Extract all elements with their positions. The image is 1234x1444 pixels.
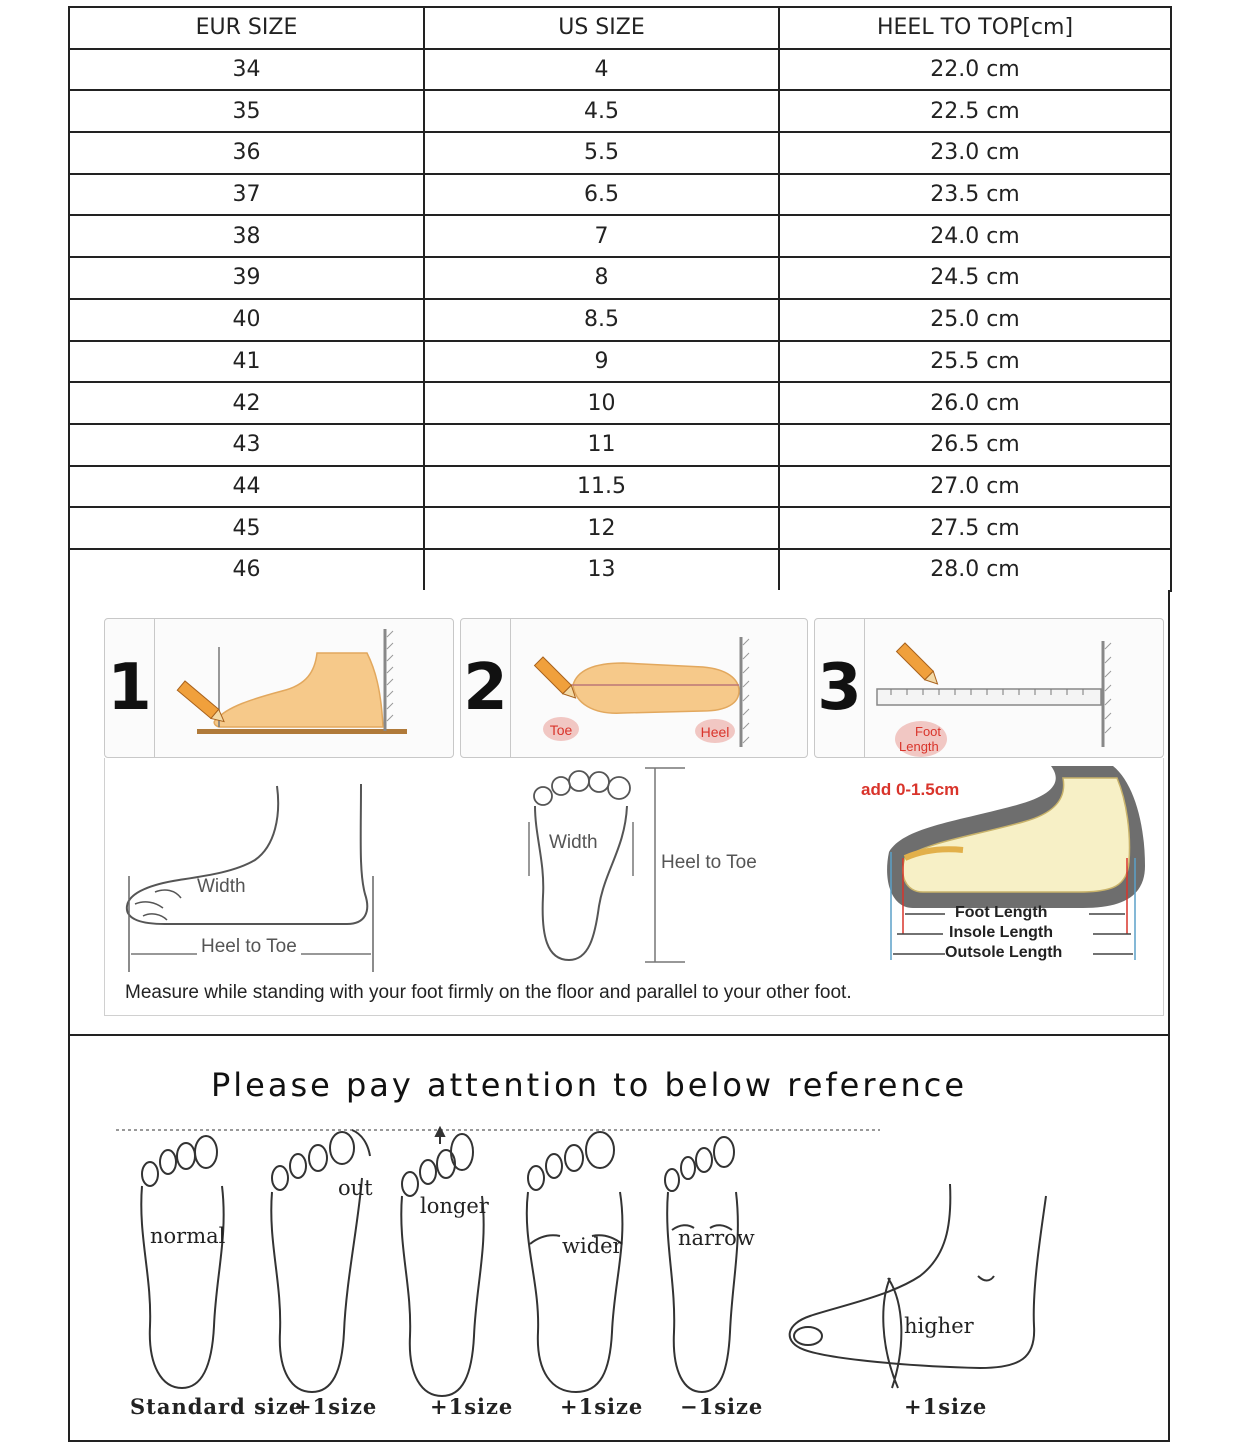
measurement-instruction: Measure while standing with your foot firmly on the floor and parallel to your other foot.: [125, 982, 852, 1003]
foot-normal-label: normal: [150, 1224, 226, 1248]
step-3-panel: [814, 618, 1164, 758]
out-size-label: +1size: [294, 1394, 378, 1419]
table-row: [69, 507, 1171, 549]
us-size-cell: 10: [424, 382, 779, 424]
narrow-size-label: −1size: [680, 1394, 764, 1419]
step-number: 3: [815, 619, 865, 757]
eur-size-cell: 44: [69, 466, 424, 508]
fit-reference-section: [68, 1034, 1170, 1442]
us-size-cell: 12: [424, 507, 779, 549]
us-size-cell: 4: [424, 49, 779, 91]
heel-to-top-cell: 23.5 cm: [779, 174, 1171, 216]
heel-to-top-cell: 24.5 cm: [779, 257, 1171, 299]
foot-higher-label: higher: [904, 1314, 974, 1338]
table-row: [69, 382, 1171, 424]
heel-to-top-cell: 28.0 cm: [779, 549, 1171, 591]
us-size-cell: 9: [424, 341, 779, 383]
eur-size-cell: 37: [69, 174, 424, 216]
header-us-size: US SIZE: [424, 7, 779, 49]
heel-to-top-cell: 27.0 cm: [779, 466, 1171, 508]
top-width-label: Width: [549, 832, 598, 853]
foot-length-label-line2: Length: [899, 739, 939, 754]
eur-size-cell: 38: [69, 215, 424, 257]
top-heel-to-toe-label: Heel to Toe: [661, 852, 757, 873]
higher-size-label: +1size: [904, 1394, 988, 1419]
heel-to-top-cell: 23.0 cm: [779, 132, 1171, 174]
us-size-cell: 4.5: [424, 90, 779, 132]
foot-out-label: out: [338, 1176, 373, 1200]
measurement-guide: [68, 590, 1170, 1036]
step-1-panel: [104, 618, 454, 758]
eur-size-cell: 34: [69, 49, 424, 91]
foot-shape-sketches: [116, 1126, 1116, 1406]
header-eur-size: EUR SIZE: [69, 7, 424, 49]
us-size-cell: 11.5: [424, 466, 779, 508]
toe-label: Toe: [549, 722, 573, 738]
ruler-measurement-illustration: [867, 619, 1163, 757]
table-row: [69, 466, 1171, 508]
foot-side-on-ruler-illustration: [157, 619, 453, 757]
outsole-length-label: Outsole Length: [945, 944, 1063, 961]
eur-size-cell: 45: [69, 507, 424, 549]
eur-size-cell: 41: [69, 341, 424, 383]
table-row: [69, 341, 1171, 383]
eur-size-cell: 40: [69, 299, 424, 341]
eur-size-cell: 39: [69, 257, 424, 299]
us-size-cell: 5.5: [424, 132, 779, 174]
side-heel-to-toe-label: Heel to Toe: [197, 936, 301, 958]
size-chart-table: [68, 6, 1172, 592]
foot-longer-label: longer: [420, 1194, 489, 1218]
us-size-cell: 13: [424, 549, 779, 591]
eur-size-cell: 46: [69, 549, 424, 591]
table-header-row: [69, 7, 1171, 49]
insole-length-label: Insole Length: [949, 924, 1053, 941]
heel-to-top-cell: 22.5 cm: [779, 90, 1171, 132]
table-row: [69, 49, 1171, 91]
table-row: [69, 215, 1171, 257]
reference-title: Please pay attention to below reference: [210, 1066, 968, 1104]
table-row: [69, 257, 1171, 299]
eur-size-cell: 43: [69, 424, 424, 466]
add-margin-label: add 0-1.5cm: [861, 780, 960, 799]
eur-size-cell: 42: [69, 382, 424, 424]
heel-to-top-cell: 24.0 cm: [779, 215, 1171, 257]
step-number: 2: [461, 619, 511, 757]
us-size-cell: 6.5: [424, 174, 779, 216]
eur-size-cell: 36: [69, 132, 424, 174]
foot-measurement-diagrams: [104, 758, 1164, 1016]
us-size-cell: 7: [424, 215, 779, 257]
table-row: [69, 299, 1171, 341]
standard-size-label: Standard size: [130, 1394, 304, 1419]
foot-length-label: Foot Length: [955, 904, 1048, 921]
header-heel-to-top: HEEL TO TOP[cm]: [779, 7, 1171, 49]
foot-length-label-line1: Foot: [915, 724, 942, 739]
step-2-panel: [460, 618, 808, 758]
longer-size-label: +1size: [430, 1394, 514, 1419]
heel-to-top-cell: 25.0 cm: [779, 299, 1171, 341]
eur-size-cell: 35: [69, 90, 424, 132]
us-size-cell: 8.5: [424, 299, 779, 341]
wider-size-label: +1size: [560, 1394, 644, 1419]
table-row: [69, 132, 1171, 174]
table-row: [69, 90, 1171, 132]
table-row: [69, 549, 1171, 591]
heel-label: Heel: [700, 724, 730, 740]
heel-to-top-cell: 25.5 cm: [779, 341, 1171, 383]
us-size-cell: 8: [424, 257, 779, 299]
heel-to-top-cell: 27.5 cm: [779, 507, 1171, 549]
foot-wider-label: wider: [562, 1234, 623, 1258]
table-row: [69, 174, 1171, 216]
step-number: 1: [105, 619, 155, 757]
heel-to-top-cell: 26.5 cm: [779, 424, 1171, 466]
us-size-cell: 11: [424, 424, 779, 466]
table-row: [69, 424, 1171, 466]
foot-top-outline-illustration: [513, 619, 807, 757]
heel-to-top-cell: 22.0 cm: [779, 49, 1171, 91]
foot-narrow-label: narrow: [678, 1226, 755, 1250]
side-width-label: Width: [197, 876, 246, 897]
heel-to-top-cell: 26.0 cm: [779, 382, 1171, 424]
